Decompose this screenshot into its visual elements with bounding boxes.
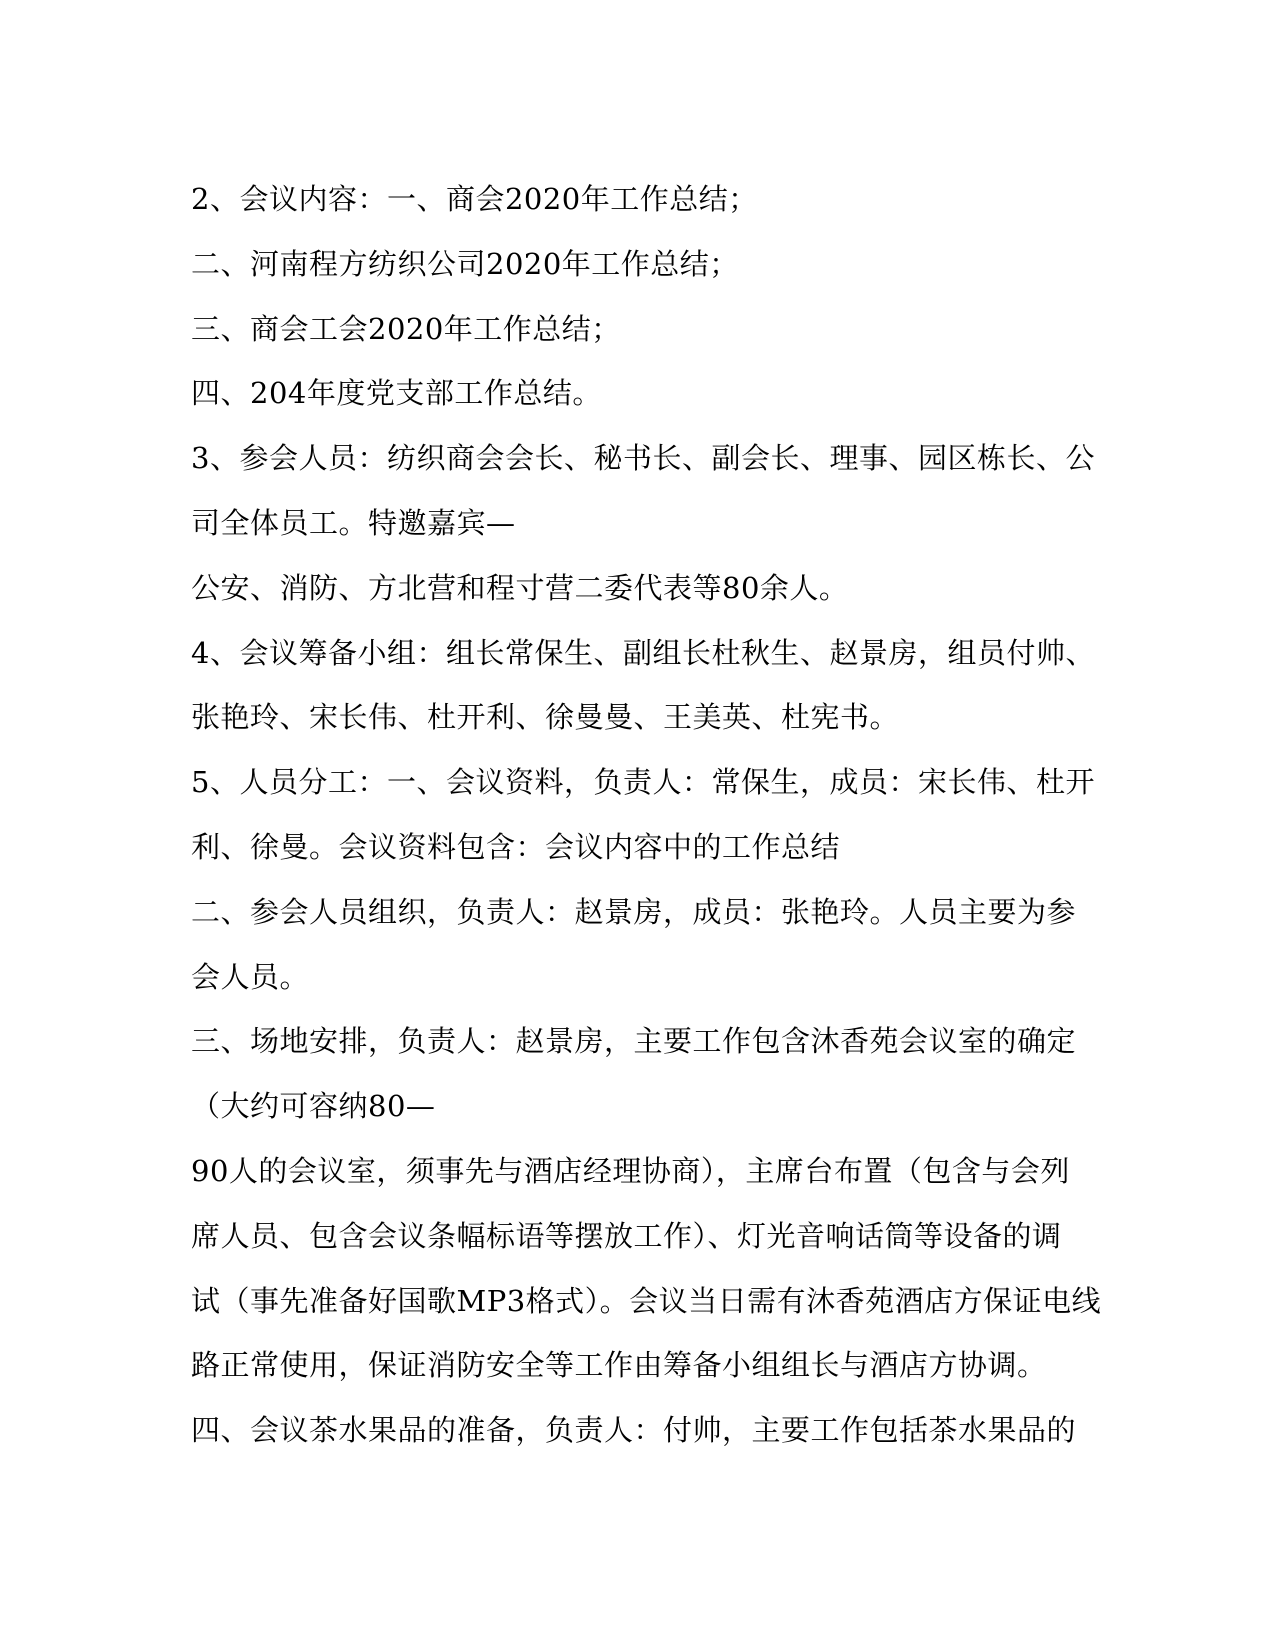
text-line: 试（事先准备好国歌MP3格式）。会议当日需有沐香苑酒店方保证电线 <box>191 1283 1102 1318</box>
text-line: 司全体员工。特邀嘉宾— <box>191 505 516 540</box>
text-line: 三、场地安排，负责人：赵景房，主要工作包含沐香苑会议室的确定 <box>191 1024 1077 1059</box>
text-line: 三、商会工会2020年工作总结； <box>191 311 621 346</box>
text-line: 2、会议内容：一、商会2020年工作总结； <box>191 182 758 216</box>
text-line: 4、会议筹备小组：组长常保生、副组长杜秋生、赵景房，组员付帅、 <box>191 635 1095 670</box>
text-line: 席人员、包含会议条幅标语等摆放工作）、灯光音响话筒等设备的调 <box>191 1218 1062 1253</box>
text-line: （大约可容纳80— <box>191 1089 436 1124</box>
text-line: 张艳玲、宋长伟、杜开利、徐曼曼、王美英、杜宪书。 <box>191 700 900 735</box>
text-line: 四、会议茶水果品的准备，负责人：付帅，主要工作包括茶水果品的 <box>191 1413 1077 1448</box>
text-line: 路正常使用，保证消防安全等工作由筹备小组组长与酒店方协调。 <box>191 1348 1047 1383</box>
document-body <box>191 167 1102 1463</box>
text-line: 90人的会议室，须事先与酒店经理协商），主席台布置（包含与会列 <box>191 1153 1070 1188</box>
text-line: 会人员。 <box>191 959 310 994</box>
text-line: 5、人员分工：一、会议资料，负责人：常保生，成员：宋长伟、杜开 <box>191 765 1095 800</box>
text-line: 二、河南程方纺织公司2020年工作总结； <box>191 246 739 281</box>
text-line: 二、参会人员组织，负责人：赵景房，成员：张艳玲。人员主要为参 <box>191 894 1077 929</box>
text-line: 3、参会人员：纺织商会会长、秘书长、副会长、理事、园区栋长、公 <box>191 441 1095 476</box>
text-line: 利、徐曼。会议资料包含：会议内容中的工作总结 <box>191 829 841 864</box>
text-line: 公安、消防、方北营和程寸营二委代表等80余人。 <box>191 570 849 605</box>
text-line: 四、204年度党支部工作总结。 <box>191 376 602 411</box>
